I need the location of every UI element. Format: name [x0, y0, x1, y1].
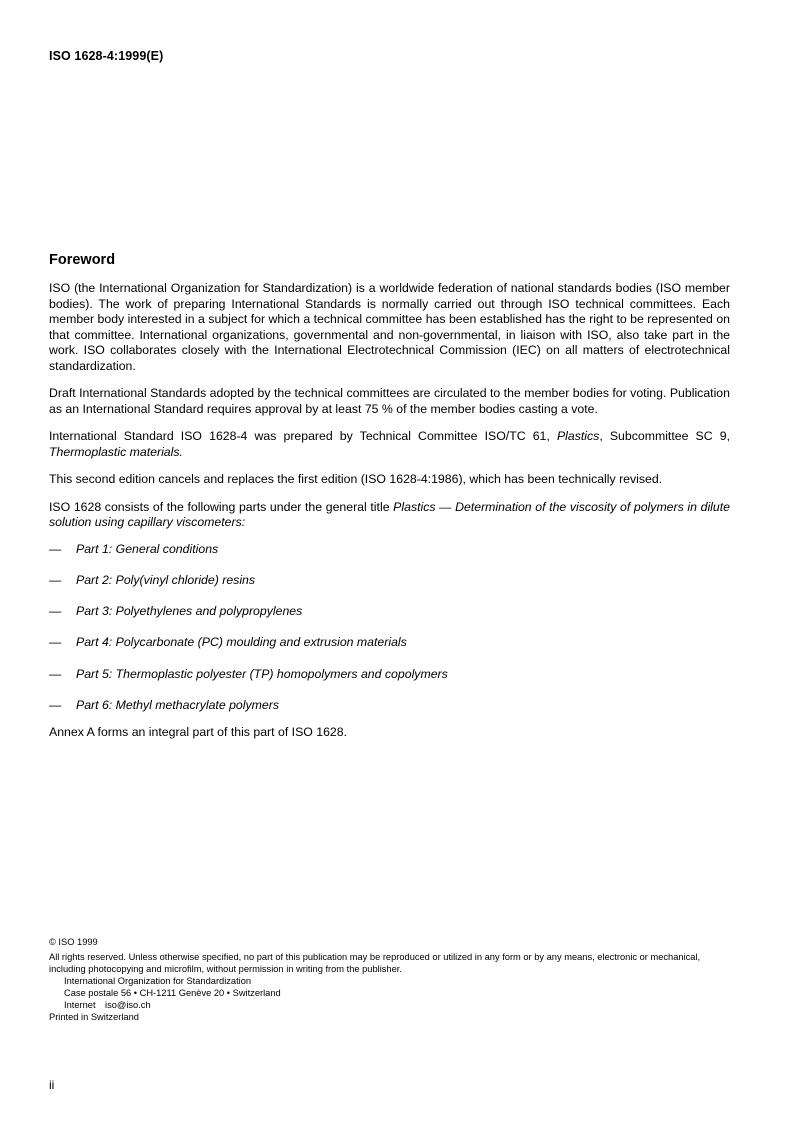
page-number: ii: [49, 1078, 55, 1092]
dash: —: [49, 666, 62, 681]
part-title: Part 1: General conditions: [76, 541, 219, 556]
dash: —: [49, 604, 62, 619]
copyright-notice: © ISO 1999: [49, 937, 98, 947]
dash: —: [49, 697, 62, 712]
prepared-by-text: International Standard ISO 1628-4 was prepared by Technical Committee ISO/TC 61,: [49, 429, 557, 443]
list-item: [49, 667, 730, 683]
list-item: [49, 542, 730, 558]
organization-name: International Organization for Standardization: [64, 976, 252, 986]
foreword-paragraph-parts-intro: [49, 500, 730, 531]
list-item: [49, 698, 730, 714]
printed-location: Printed in Switzerland: [49, 1012, 139, 1022]
parts-list: [49, 542, 730, 714]
rights-statement: All rights reserved. Unless otherwise specified, no part of this publication may be reproduced or utilized in any form or by any means, electronic or mechanical, including photocopying and microfilm, without permission in writing from the publisher.: [49, 952, 701, 974]
foreword-paragraph-edition: This second edition cancels and replaces the first edition (ISO 1628-4:1986), which has been technically revised.: [49, 472, 663, 486]
parts-intro-text: ISO 1628 consists of the following parts under the general title: [49, 499, 394, 514]
foreword-paragraph-draft-standards: Draft International Standards adopted by the technical committees are circulated to the member bodies for voting. Publication as an International Standard requires approval by at least 75 % of the member bodies casting a vote.: [49, 386, 730, 416]
subcommittee-text: , Subcommittee SC 9,: [599, 429, 730, 443]
document-id: ISO 1628-4:1999(E): [49, 49, 164, 63]
foreword-section: [49, 252, 730, 741]
dash: —: [49, 572, 62, 587]
foreword-paragraph-iso-description: ISO (the International Organization for Standardization) is a worldwide federation of national standards bodies (ISO member bodies). The work of preparing International Standards is normally carried out through ISO technical committees. Each member body interested in a subject for which a technical committee has been established has the right to be represented on that committee. International organizations, governmental and non-governmental, in liaison with ISO, also take part in the work. ISO collaborates closely with the International Electrotechnical Commission (IEC) on all matters of electrotechnical standardization.: [49, 281, 730, 373]
part-title: Part 6: Methyl methacrylate polymers: [76, 697, 279, 712]
part-title: Part 4: Polycarbonate (PC) moulding and extrusion materials: [76, 635, 407, 650]
dash: —: [49, 541, 62, 556]
general-title: Plastics — Determination of the viscosity of polymers in dilute solution using capillary viscometers:: [49, 499, 730, 529]
internet-contact: [49, 999, 739, 1011]
copyright-footer: [49, 936, 739, 1023]
part-title: Part 3: Polyethylenes and polypropylenes: [76, 604, 303, 619]
dash: —: [49, 635, 62, 650]
internet-label: Internet: [64, 1000, 96, 1010]
organization-address: Case postale 56 • CH-1211 Genève 20 • Switzerland: [64, 988, 281, 998]
foreword-paragraph-prepared-by: [49, 429, 730, 460]
list-item: [49, 573, 730, 589]
annex-statement: Annex A forms an integral part of this part of ISO 1628.: [49, 725, 348, 740]
list-item: [49, 604, 730, 620]
part-title: Part 2: Poly(vinyl chloride) resins: [76, 572, 256, 587]
list-item: [49, 635, 730, 651]
subcommittee-name: Thermoplastic materials.: [49, 444, 183, 459]
email-link[interactable]: iso@iso.ch: [105, 1000, 151, 1010]
part-title: Part 5: Thermoplastic polyester (TP) homopolymers and copolymers: [76, 666, 448, 681]
foreword-heading: Foreword: [49, 252, 116, 268]
committee-name: Plastics: [556, 429, 600, 443]
